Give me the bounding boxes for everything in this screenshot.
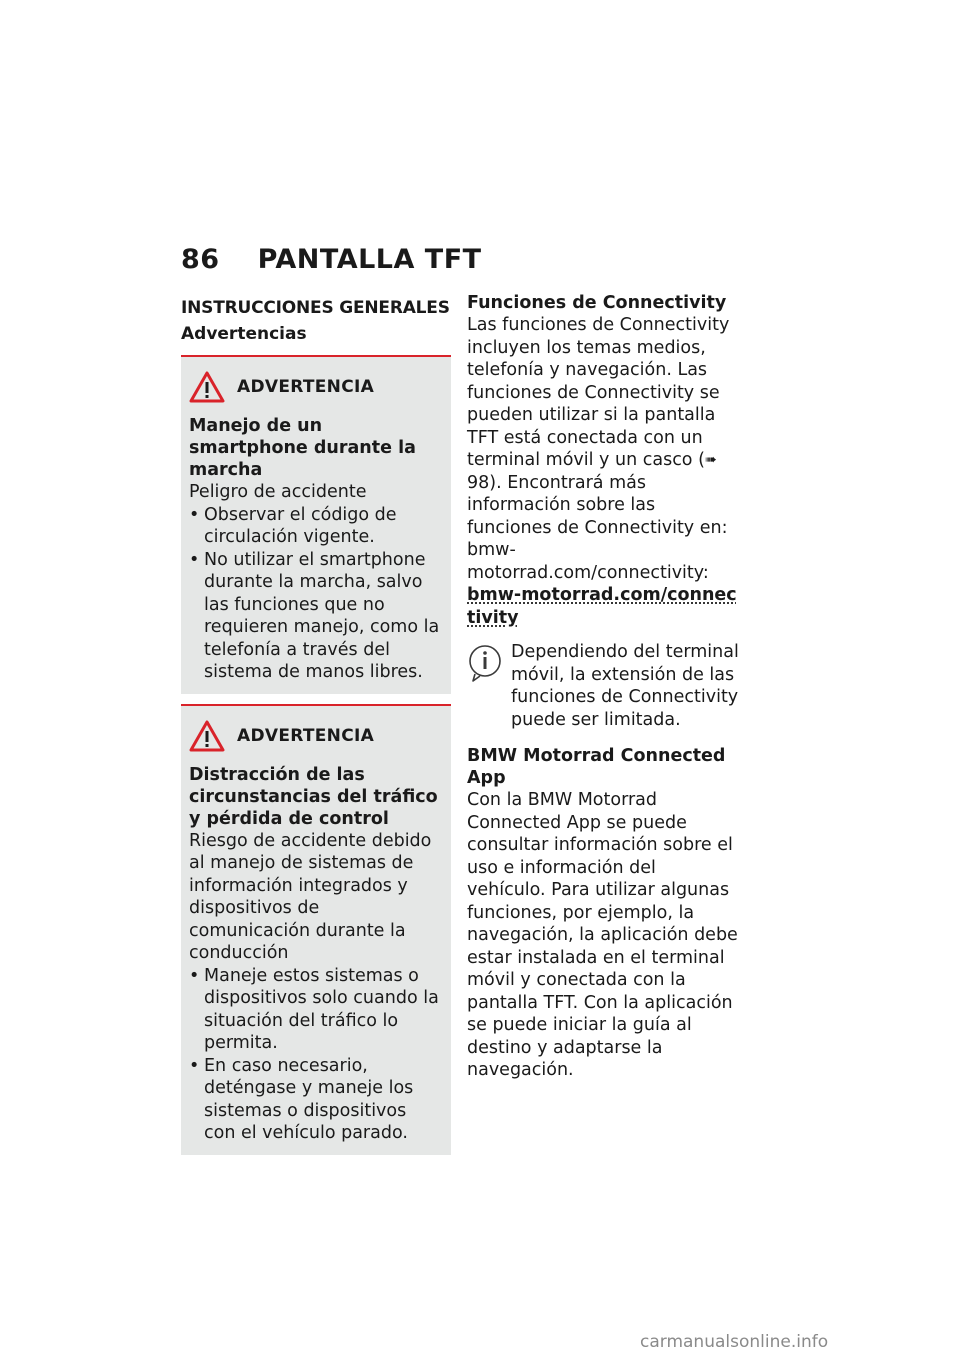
bullet-item: • En caso necesario, deténgase y maneje los sistemas o dispositivos con el vehículo parado.: [189, 1055, 443, 1145]
warning-box-smartphone: [181, 355, 451, 694]
info-icon: [467, 643, 503, 683]
connectivity-text: [467, 314, 739, 584]
page-reference: 98).: [467, 472, 502, 493]
warning-hazard: Peligro de accidente: [189, 482, 367, 502]
connectivity-text-more: Encontrará más información sobre las funciones de Connectivity en: bmw-motorrad.com/connectivity:: [467, 472, 728, 583]
app-title: BMW Motorrad Connected App: [467, 746, 726, 788]
warning-triangle-icon: [189, 371, 225, 403]
bullet-item: • Observar el código de circulación vigente.: [189, 504, 443, 549]
warning-title: Manejo de un smartphone durante la marcha: [189, 416, 416, 480]
connectivity-text-main: Las funciones de Connectivity incluyen los temas medios, telefonía y navegación. Las funciones de Connectivity se pueden utilizar si la pantalla TFT está conectada con un terminal móvil y un casco (: [467, 315, 730, 470]
bullet-item: • No utilizar el smartphone durante la marcha, salvo las funciones que no requieren manejo, como la telefonía a través del sistema de manos libres.: [189, 549, 443, 684]
warning-triangle-icon: [189, 720, 225, 752]
chapter-title: PANTALLA TFT: [257, 244, 482, 275]
page-number: 86: [181, 244, 220, 275]
warning-box-distraction: [181, 704, 451, 1155]
watermark-text: carmanualsonline.info: [640, 1332, 829, 1352]
right-column: [467, 292, 739, 1082]
page-header: [181, 244, 482, 275]
connectivity-link[interactable]: bmw-motorrad.com/connectivity: [467, 585, 737, 628]
info-note: [467, 641, 739, 731]
connectivity-title: Funciones de Connectivity: [467, 293, 727, 313]
warning-hazard: Riesgo de accidente debido al manejo de sistemas de información integrados y dispositivos de comunicación durante la conducción: [189, 830, 432, 963]
info-text: Dependiendo del terminal móvil, la extensión de las funciones de Connectivity puede ser limitada.: [511, 642, 739, 730]
app-text: Con la BMW Motorrad Connected App se puede consultar información sobre el uso e información del vehículo. Para utilizar algunas funciones, por ejemplo, la navegación, la aplicación debe estar instalada en el terminal móvil y conectada con la pantalla TFT. Con la aplicación se puede iniciar la guía al destino y adaptarse la navegación.: [467, 790, 738, 1080]
left-column: [181, 297, 451, 1165]
warning-bullets: [189, 504, 443, 684]
subsection-title: Advertencias: [181, 324, 307, 344]
warning-bullets: [189, 965, 443, 1145]
page-reference-arrow-icon: ➠: [704, 452, 717, 468]
warning-header: [189, 720, 443, 752]
warning-label: ADVERTENCIA: [237, 377, 375, 397]
bullet-item: • Maneje estos sistemas o dispositivos solo cuando la situación del tráfico lo permita.: [189, 965, 443, 1055]
warning-header: [189, 371, 443, 403]
warning-label: ADVERTENCIA: [237, 725, 375, 746]
section-title: INSTRUCCIONES GENERALES: [181, 298, 450, 318]
warning-title: Distracción de las circunstancias del tráfico y pérdida de control: [189, 764, 438, 829]
